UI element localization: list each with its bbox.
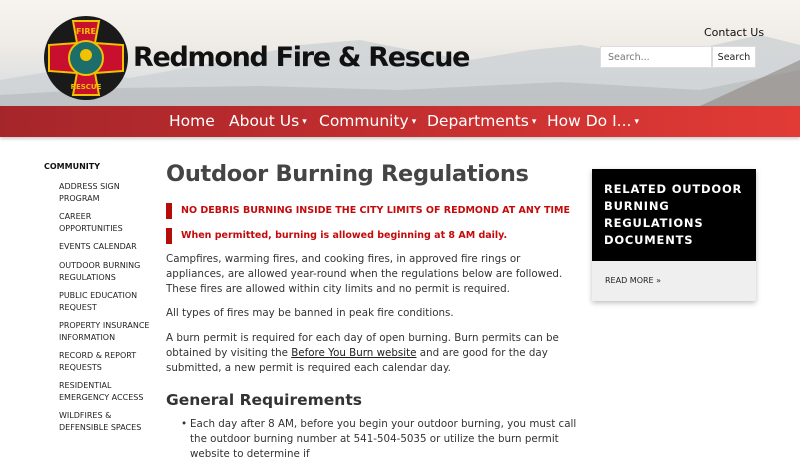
main-nav	[0, 106, 800, 137]
contact-us-link[interactable]: Contact Us	[704, 26, 765, 39]
caret-down-icon: ▾	[634, 117, 639, 127]
nav-label: Home	[169, 112, 215, 130]
nav-label: How Do I...	[547, 112, 632, 130]
read-more-link[interactable]: READ MORE »	[605, 276, 662, 285]
sidebar-item-outdoor-burning[interactable]: OUTDOOR BURNING REGULATIONS	[59, 261, 141, 282]
paragraph-campfires: Campfires, warming fires, and cooking fires, in approved fire rings or appliances, are allowed year-round when the regulations below are followed. These fires are allowed within city limits and no permit is required.	[166, 253, 563, 295]
related-documents-card	[592, 169, 756, 301]
nav-how-do-i[interactable]	[547, 112, 639, 130]
sidebar-item-careers[interactable]: CAREER OPPORTUNITIES	[59, 212, 123, 233]
text: A burn permit is required for each day of open burning. Burn permits can be obtained by visiting the	[166, 332, 559, 359]
sidebar-item-records[interactable]: RECORD & REPORT REQUESTS	[59, 351, 137, 372]
sidebar-item-public-education[interactable]: PUBLIC EDUCATION REQUEST	[59, 291, 138, 312]
fire-rescue-logo	[43, 15, 129, 101]
nav-label: About Us	[229, 112, 300, 130]
caret-down-icon: ▾	[302, 117, 307, 127]
search-input[interactable]	[600, 46, 712, 68]
caret-down-icon: ▾	[411, 117, 417, 127]
nav-home[interactable]	[169, 112, 215, 130]
search-button[interactable]: Search	[712, 46, 756, 68]
sidebar-item-events[interactable]: EVENTS CALENDAR	[59, 242, 137, 251]
nav-label: Departments	[427, 112, 529, 130]
sidebar-item-wildfires[interactable]: WILDFIRES & DEFENSIBLE SPACES	[59, 411, 142, 432]
before-you-burn-link[interactable]: Before You Burn website	[291, 347, 417, 359]
svg-text:RESCUE: RESCUE	[70, 83, 102, 91]
svg-text:FIRE: FIRE	[75, 27, 97, 36]
site-title[interactable]: Redmond Fire & Rescue	[133, 42, 470, 73]
nav-departments[interactable]	[427, 112, 536, 130]
text: and are good for the day submitted, a new permit is required each calendar day.	[166, 347, 548, 374]
page-title: Outdoor Burning Regulations	[166, 161, 529, 187]
sidebar-item-residential-access[interactable]: RESIDENTIAL EMERGENCY ACCESS	[59, 381, 144, 402]
nav-community[interactable]	[319, 112, 416, 130]
site-header	[0, 0, 800, 106]
list-item-text: • Each day after 8 AM, before you begin your outdoor burning, you must call the outdoor burning number at 541-504-5035 or utilize the burn permit website to determine if	[190, 418, 577, 460]
list-item	[182, 417, 578, 462]
caret-down-icon: ▾	[531, 117, 537, 127]
paragraph-permit	[166, 331, 578, 376]
section-heading: General Requirements	[166, 391, 362, 409]
alert-no-debris: NO DEBRIS BURNING INSIDE THE CITY LIMITS OF REDMOND AT ANY TIME	[166, 203, 570, 219]
alert-burn-hours: When permitted, burning is allowed beginning at 8 AM daily.	[166, 228, 507, 244]
sidebar-heading[interactable]: COMMUNITY	[44, 162, 101, 171]
nav-about-us[interactable]	[229, 112, 307, 130]
sidebar-item-property-insurance[interactable]: PROPERTY INSURANCE INFORMATION	[59, 321, 150, 342]
related-documents-title[interactable]: RELATED OUTDOOR BURNING REGULATIONS DOCUMENTS	[592, 169, 756, 261]
nav-label: Community	[319, 112, 409, 130]
sidebar-item-address-sign[interactable]: ADDRESS SIGN PROGRAM	[59, 182, 120, 203]
paragraph-bans: All types of fires may be banned in peak fire conditions.	[166, 307, 454, 319]
